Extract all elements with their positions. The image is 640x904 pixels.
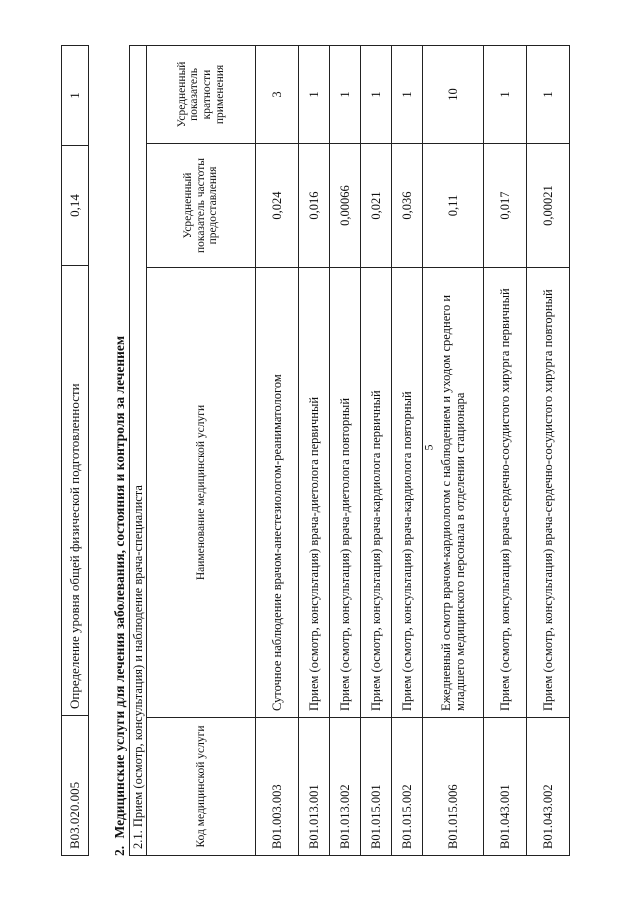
table-row <box>392 45 423 855</box>
table-row <box>256 45 299 855</box>
frequency-value: 0,00021 <box>527 144 570 268</box>
frequency-value: 0,024 <box>256 144 299 268</box>
service-name: Суточное наблюдение врачом-анестезиологом-реаниматологом <box>256 268 299 718</box>
subsection-row <box>130 45 147 855</box>
previous-table-fragment <box>61 45 89 856</box>
frequency-value: 0,036 <box>392 144 423 268</box>
page-number: 5 <box>421 444 436 451</box>
section-number: 2. <box>112 845 127 856</box>
multiplicity-value: 1 <box>299 45 330 143</box>
service-code: B01.015.002 <box>392 718 423 856</box>
header-row <box>147 45 256 855</box>
service-code: B01.043.001 <box>484 718 527 856</box>
column-header-multiplicity: Усредненный показатель кратности применения <box>147 45 256 143</box>
service-code: B01.043.002 <box>527 718 570 856</box>
table-row <box>330 45 361 855</box>
multiplicity-value: 1 <box>330 45 361 143</box>
column-header-code: Код медицинской услуги <box>147 718 256 856</box>
multiplicity-value: 1 <box>361 45 392 143</box>
rotated-page-content <box>61 36 621 856</box>
service-code: B01.013.002 <box>330 718 361 856</box>
service-name: Прием (осмотр, консультация) врача-сердечно-сосудистого хирурга первичный <box>484 268 527 718</box>
section-title: Медицинские услуги для лечения заболевания, состояния и контроля за лечением <box>112 335 127 839</box>
service-name: Прием (осмотр, консультация) врача-сердечно-сосудистого хирурга повторный <box>527 268 570 718</box>
table-row <box>484 45 527 855</box>
multiplicity-value: 1 <box>484 45 527 143</box>
multiplicity-value: 1 <box>527 45 570 143</box>
section-heading <box>112 336 128 856</box>
multiplicity-value: 10 <box>423 45 484 143</box>
service-code: B03.020.005 <box>62 716 89 856</box>
frequency-value: 0,021 <box>361 144 392 268</box>
service-name: Прием (осмотр, консультация) врача-кардиолога первичный <box>361 268 392 718</box>
service-name: Определение уровня общей физической подготовленности <box>62 266 89 716</box>
frequency-value: 0,14 <box>62 146 89 266</box>
table-row <box>62 46 89 856</box>
table-row <box>361 45 392 855</box>
service-name: Прием (осмотр, консультация) врача-диетолога повторный <box>330 268 361 718</box>
service-code: B01.013.001 <box>299 718 330 856</box>
frequency-value: 0,11 <box>423 144 484 268</box>
table-row <box>527 45 570 855</box>
multiplicity-value: 1 <box>392 45 423 143</box>
multiplicity-value: 1 <box>62 46 89 146</box>
column-header-name: Наименование медицинской услуги <box>147 268 256 718</box>
services-table <box>129 45 570 856</box>
multiplicity-value: 3 <box>256 45 299 143</box>
service-code: B01.003.003 <box>256 718 299 856</box>
service-name: Ежедневный осмотр врачом-кардиологом с наблюдением и уходом среднего и младшего медицинского персонала в отделении стационара <box>423 268 484 718</box>
subsection-title: 2.1. Прием (осмотр, консультация) и наблюдение врача-специалиста <box>130 45 147 855</box>
service-code: B01.015.001 <box>361 718 392 856</box>
frequency-value: 0,016 <box>299 144 330 268</box>
table-row <box>423 45 484 855</box>
column-header-frequency: Усредненный показатель частоты предоставления <box>147 144 256 268</box>
table-row <box>299 45 330 855</box>
service-name: Прием (осмотр, консультация) врача-диетолога первичный <box>299 268 330 718</box>
frequency-value: 0,017 <box>484 144 527 268</box>
service-name: Прием (осмотр, консультация) врача-кардиолога повторный <box>392 268 423 718</box>
frequency-value: 0,00066 <box>330 144 361 268</box>
service-code: B01.015.006 <box>423 718 484 856</box>
